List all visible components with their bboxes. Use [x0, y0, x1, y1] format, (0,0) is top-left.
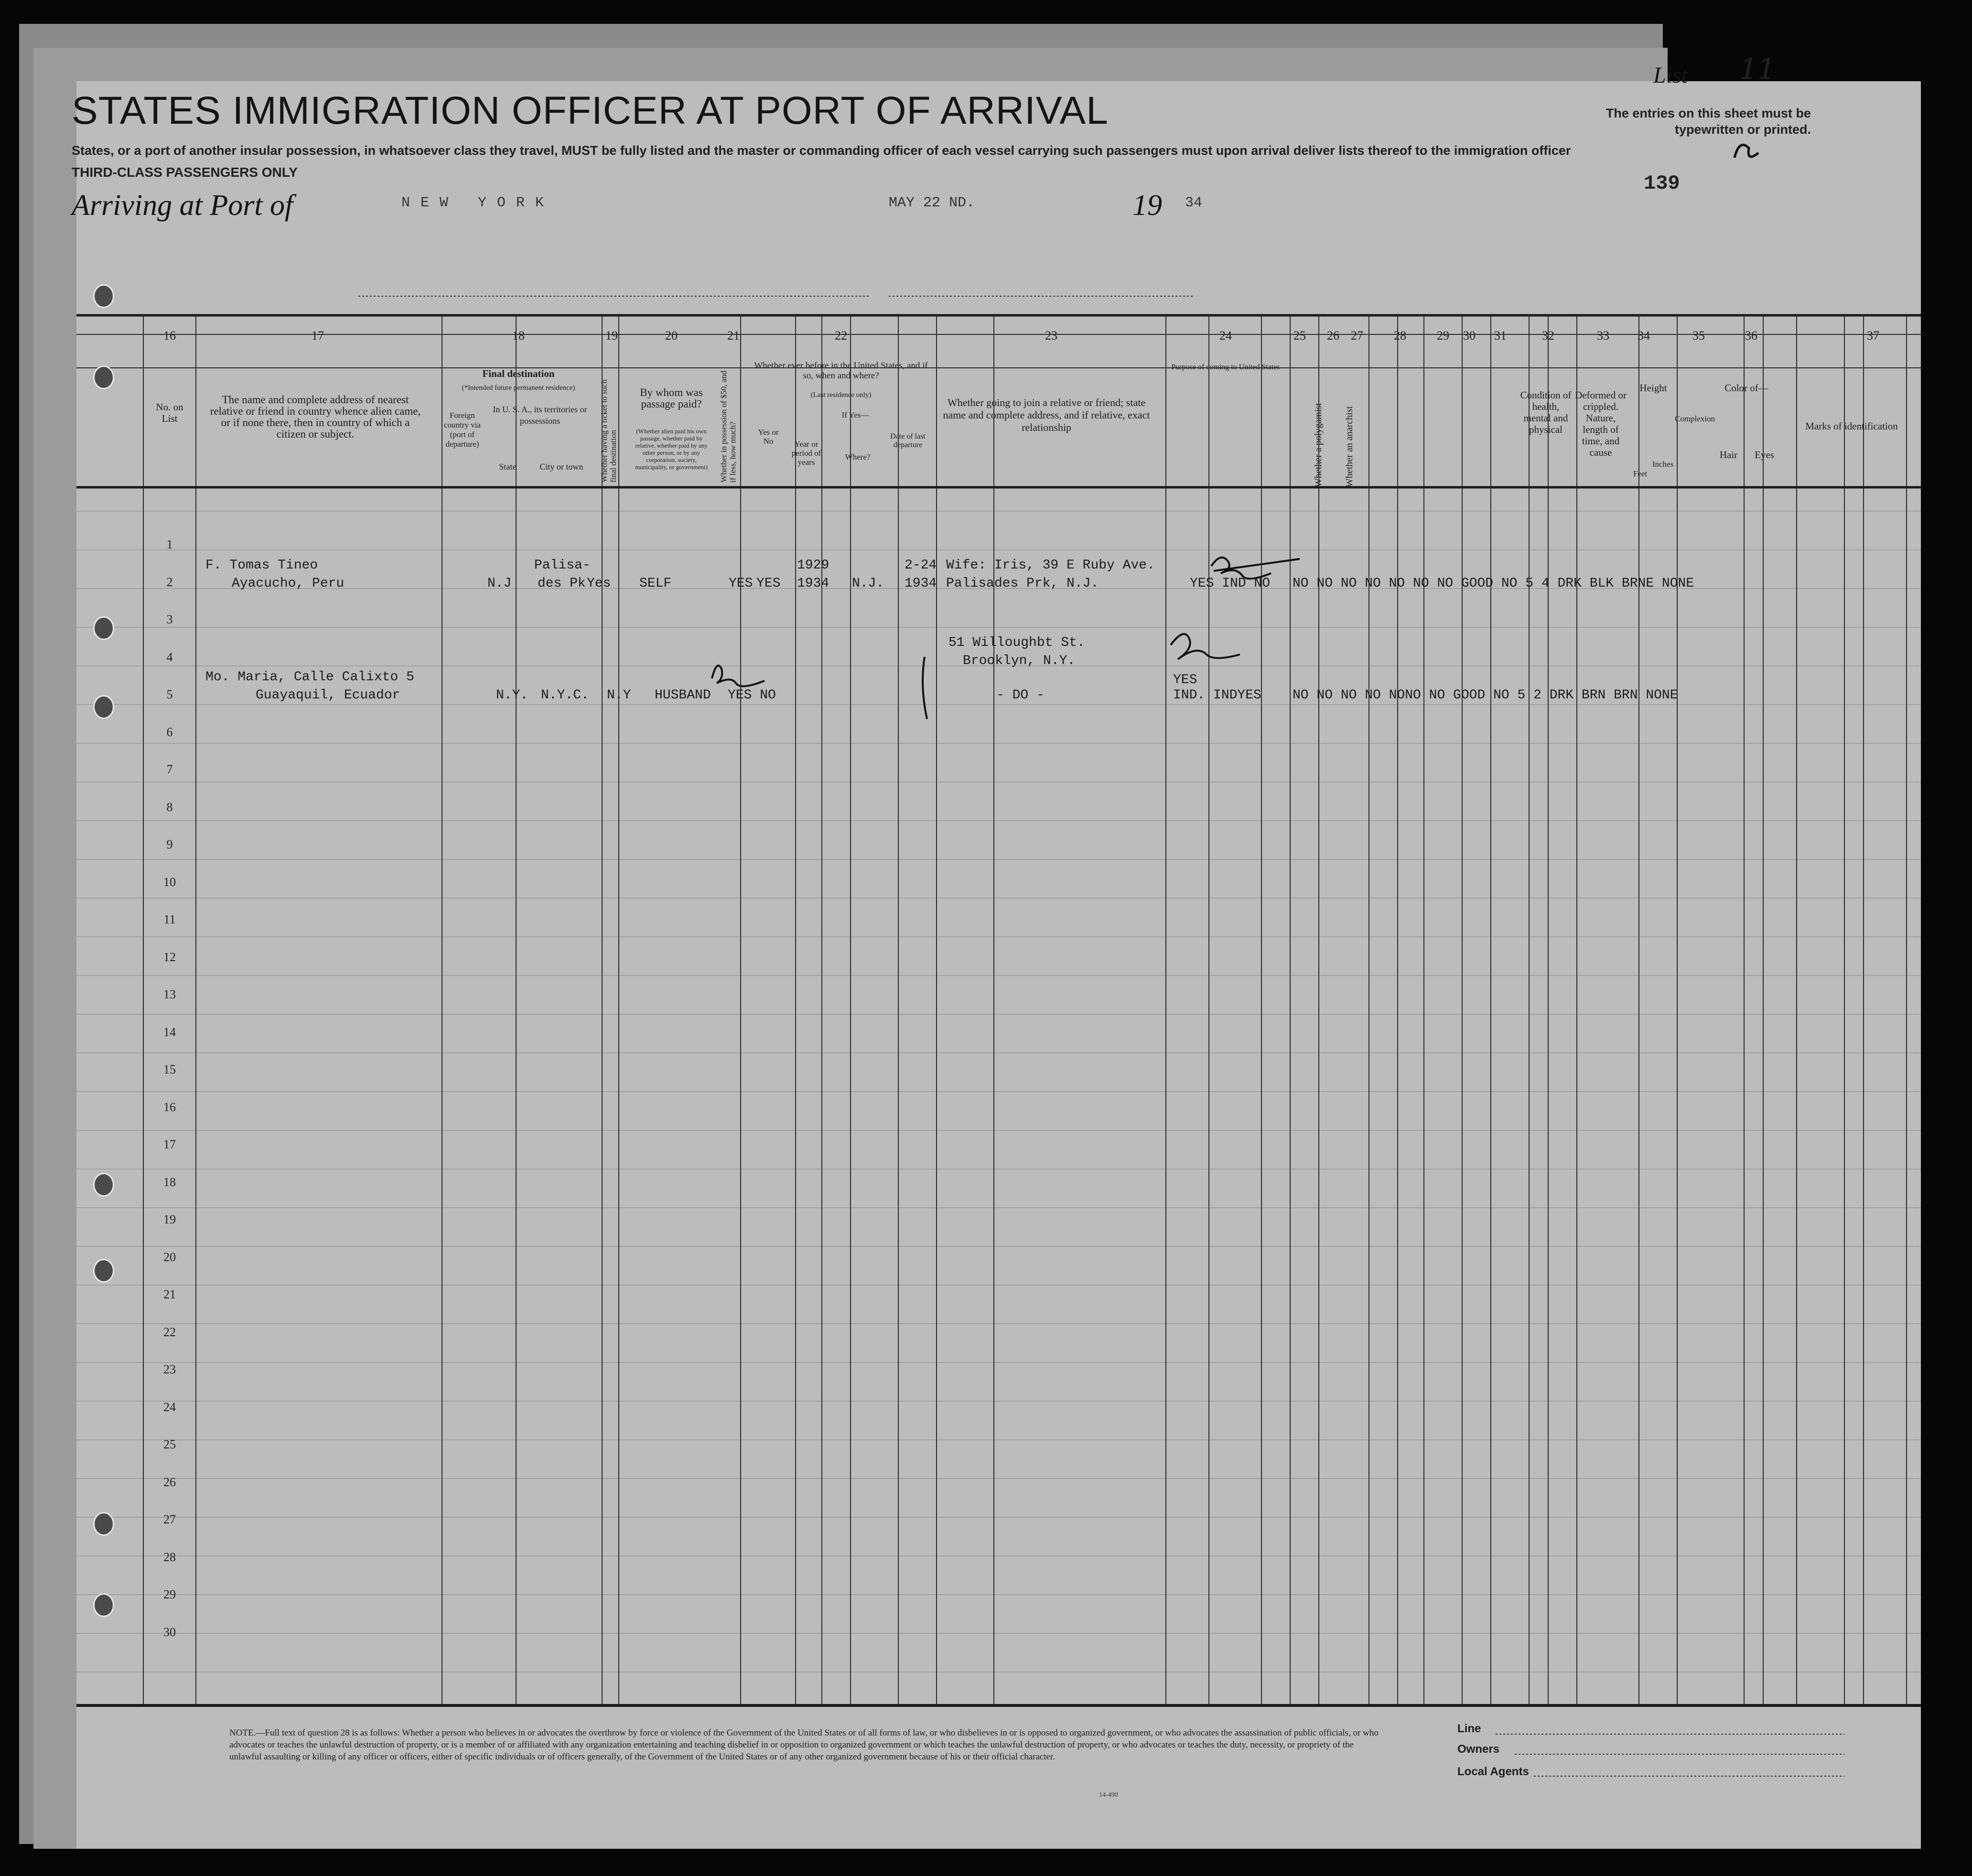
row-number: 29 [163, 1587, 176, 1601]
binder-hole [93, 1173, 114, 1197]
r2-year: 1934 [797, 576, 830, 591]
row-number: 28 [163, 1550, 176, 1564]
r2-remaining: NO NO NO NO NO NO NO GOOD NO 5 4 DRK BLK BRNE NONE [1293, 576, 1694, 591]
header-inches: Inches [1652, 460, 1674, 469]
row-number: 7 [166, 762, 173, 776]
listing-notice: States, or a port of another insular possession, in whatsoever class they travel, MUST be fully listed and the master or commanding officer of each vessel carrying such passengers must upon arrival deliver lists thereof to the immigration officer [72, 143, 1571, 158]
header-polygamist: Whether a polygamist [1313, 403, 1324, 487]
column-number: 26 [1327, 329, 1339, 343]
header-color-of: Color of— [1724, 382, 1768, 394]
row-number: 17 [163, 1137, 176, 1151]
r5-remaining: NO NO NO NO NONO NO GOOD NO 5 2 DRK BRN BRN NONE [1293, 688, 1678, 703]
header-where: Where? [845, 452, 871, 461]
header-final-destination: Final destination [482, 368, 555, 379]
header-year-period: Year or period of years [791, 440, 821, 467]
r5-join: - DO - [996, 688, 1045, 703]
header-relative: The name and complete address of nearest relative or friend in country whence alien came, or if none there, then in country of which a citizen or subject. [210, 394, 421, 440]
row-number: 27 [163, 1512, 176, 1526]
header-before-in-us: Whether ever before in the United States, and if so, when and where? [754, 361, 928, 381]
r6-relative: Guayaquil, Ecuador [256, 688, 400, 703]
port-value: NEW YORK [401, 195, 555, 211]
row-number: 20 [163, 1250, 176, 1264]
r1-city: Palisa- [534, 558, 591, 573]
header-hair: Hair [1719, 449, 1738, 461]
r2-depart: 1934 [905, 576, 937, 591]
binder-hole [93, 695, 114, 719]
row-number: 1 [166, 537, 173, 551]
owners-label: Owners [1457, 1743, 1500, 1756]
row-number: 26 [163, 1475, 176, 1489]
r5-50: YES NO [728, 688, 776, 703]
column-number: 28 [1394, 329, 1406, 343]
r1-relative: F. Tomas Tineo [205, 558, 318, 573]
header-in-usa: In U. S. A., its territories or possessions [493, 405, 587, 426]
r2-yes-no: YES [756, 576, 781, 591]
form-title: STATES IMMIGRATION OFFICER AT PORT OF ARRIVAL [72, 89, 1109, 132]
page-number: 139 [1644, 172, 1680, 195]
class-notice: THIRD-CLASS PASSENGERS ONLY [72, 165, 298, 180]
arriving-label: Arriving at Port of [72, 189, 293, 222]
header-yes-no: Yes or No [758, 428, 779, 446]
column-number: 36 [1745, 329, 1757, 343]
r5-ticket: N.Y [607, 688, 631, 703]
row-number: 25 [163, 1437, 176, 1451]
list-label: List [1653, 63, 1688, 88]
column-number: 27 [1351, 329, 1363, 343]
row-number: 30 [163, 1625, 176, 1639]
row-number: 22 [163, 1325, 176, 1339]
form-code: 14-490 [1099, 1791, 1118, 1799]
row-number: 21 [163, 1287, 176, 1301]
r5-relative: Mo. Maria, Calle Calixto 5 [205, 670, 414, 685]
r2-relative: Ayacucho, Peru [232, 576, 345, 591]
r5-paid: HUSBAND [655, 688, 711, 703]
r2-50: YES [729, 576, 753, 591]
row-number: 8 [166, 800, 173, 814]
column-number: 33 [1597, 329, 1609, 343]
row-number: 3 [166, 612, 173, 626]
row-number: 24 [163, 1400, 176, 1414]
header-if-yes: If Yes— [841, 410, 869, 419]
r2-state: N.J [487, 576, 512, 591]
header-possession-50: Whether in possession of $50, and if less, how much? [719, 370, 737, 482]
column-number: 31 [1494, 329, 1507, 343]
year-suffix: 34 [1185, 195, 1203, 211]
column-number: 21 [727, 329, 740, 343]
header-complexion: Complexion [1675, 414, 1715, 423]
header-condition: Condition of health, mental and physical [1520, 389, 1572, 435]
r2-where: N.J. [852, 576, 884, 591]
r5-yes: YES [1173, 673, 1197, 687]
binder-hole [93, 365, 114, 389]
column-number: 30 [1463, 329, 1476, 343]
column-number: 22 [835, 329, 847, 343]
row-number: 4 [166, 650, 173, 664]
year-prefix: 19 [1132, 189, 1162, 222]
row-number: 6 [166, 725, 173, 739]
r2-ticket: Yes [587, 576, 611, 591]
row-number: 11 [163, 912, 176, 926]
binder-hole [93, 616, 114, 640]
column-number: 20 [665, 329, 678, 343]
binder-hole [93, 284, 114, 308]
row-number: 5 [166, 687, 173, 701]
footer-note: NOTE.—Full text of question 28 is as follows: Whether a person who believes in or advocates the overthrow by force or violence of the Government of the United States or of all forms of law, or who disbelieves in or is opposed to organized government, or who advocates the assassination of public officials, or who advocates or teaches the unlawful destruction of property, or is a member of or affiliated with any organization entertaining and teaching disbelief in or opposition to organized government or which teaches the unlawful destruction of property, or who advocates or teaches the duty, necessity, or propriety of the unlawful assaulting or killing of any officer or officers, either of specific individuals or of officers generally, of the Government of the United States or of any other organized government because of his or their official character. [229, 1728, 1379, 1762]
header-passage-paid: By whom was passage paid? [640, 386, 703, 410]
header-deformed: Deformed or crippled. Nature, length of time, and cause [1575, 389, 1627, 458]
row-number: 12 [163, 950, 176, 964]
header-ticket: Whether having a ticket to such final destination [600, 379, 618, 482]
column-number: 16 [163, 329, 176, 343]
column-number: 37 [1867, 329, 1879, 343]
binder-hole [93, 1512, 114, 1536]
r5-city: N.Y.C. [541, 688, 589, 703]
column-number: 25 [1293, 329, 1306, 343]
binder-hole [93, 1259, 114, 1283]
column-number: 23 [1045, 329, 1057, 343]
header-state: State [499, 462, 517, 472]
header-anarchist: Whether an anarchist [1344, 406, 1355, 487]
header-passage-paid-note: (Whether alien paid his own passage, whether paid by relative, whether paid by any other person, or by any corporation, society, municipality, or government) [635, 428, 708, 471]
r4-join: 51 Willoughbt St. [948, 635, 1085, 650]
row-number: 15 [163, 1062, 176, 1076]
row-number: 14 [163, 1025, 176, 1039]
r1-join: Wife: Iris, 39 E Ruby Ave. [946, 558, 1155, 573]
header-eyes: Eyes [1755, 449, 1774, 461]
header-joining: Whether going to join a relative or friend; state name and complete address, and if relative, exact relationship [943, 397, 1150, 433]
list-number: 11 [1739, 53, 1776, 86]
row-number: 2 [166, 575, 173, 589]
header-feet: Feet [1633, 469, 1648, 478]
date-value: MAY 22 ND. [889, 195, 975, 211]
row-number: 16 [163, 1100, 176, 1114]
r2-paid: SELF [639, 576, 672, 591]
column-number: 18 [512, 329, 525, 343]
row-number: 10 [163, 875, 176, 889]
header-marks: Marks of identification [1805, 420, 1898, 432]
r2-city: des Pk [538, 576, 586, 591]
binder-hole [93, 1593, 114, 1617]
r1-depart: 2-24 [905, 558, 937, 573]
column-number: 34 [1638, 329, 1650, 343]
r5-state: N.Y. [496, 688, 528, 703]
header-date-departure: Date of last departure [890, 432, 926, 449]
r5-purpose: IND. INDYES [1173, 688, 1261, 703]
local-agents-label: Local Agents [1457, 1765, 1529, 1778]
header-final-destination-note: (*Intended future permanent residence) [462, 384, 575, 392]
column-number: 35 [1692, 329, 1705, 343]
header-purpose: Purpose of coming to United States [1171, 363, 1280, 371]
r2-join: Palisades Prk, N.J. [946, 576, 1099, 591]
row-number: 23 [163, 1362, 176, 1376]
row-number: 13 [163, 987, 176, 1001]
row-number: 19 [163, 1212, 176, 1226]
column-number: 17 [312, 329, 324, 343]
column-number: 29 [1437, 329, 1449, 343]
header-foreign-country: Foreign country via (port of departure) [444, 411, 481, 449]
header-height: Height [1639, 382, 1667, 394]
r2-purpose: YES IND NO [1190, 576, 1271, 591]
row-number: 18 [163, 1175, 176, 1189]
header-city: City or town [539, 462, 583, 472]
r1-year: 1929 [797, 558, 830, 573]
header-no-on-list: No. on List [156, 401, 183, 424]
column-number: 24 [1219, 329, 1232, 343]
column-number: 32 [1542, 329, 1554, 343]
r4b-join: Brooklyn, N.Y. [963, 654, 1076, 668]
header-before-note: (Last residence only) [810, 391, 872, 399]
line-label: Line [1457, 1722, 1481, 1735]
column-number: 19 [605, 329, 618, 343]
row-number: 9 [166, 837, 173, 851]
entries-note: The entries on this sheet must be typewritten or printed. [1606, 106, 1811, 137]
